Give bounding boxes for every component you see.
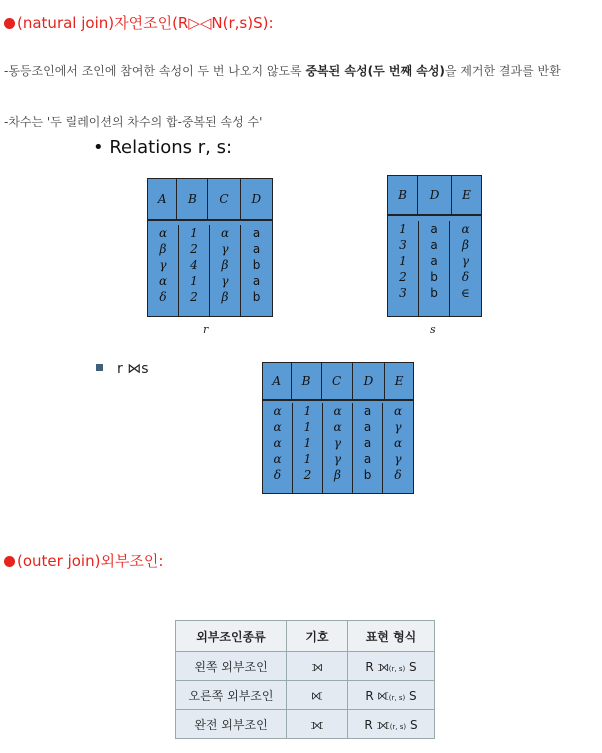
column-header: A [148, 179, 177, 219]
outer-join-heading-text: (outer join)외부조인: [17, 552, 164, 570]
cell: α [273, 452, 282, 466]
expr-sub: (r, s) [389, 723, 407, 731]
cell: α [273, 420, 282, 434]
row-kind: 완전 외부조인 [176, 710, 287, 739]
relation-column [263, 403, 293, 493]
cell: δ [461, 270, 470, 284]
cell: b [430, 270, 438, 284]
left-outer-join-icon: ⟕ [287, 652, 348, 681]
right-outer-join-icon: ⟖ [377, 686, 389, 704]
cell: 1 [190, 226, 198, 240]
relation-r-table [147, 178, 273, 317]
col-expr-header: 표현 형식 [348, 621, 435, 652]
cell: a [363, 420, 372, 434]
cell: ∈ [461, 286, 470, 300]
cell: γ [221, 242, 229, 256]
cell: 1 [399, 222, 407, 236]
desc1-post: 을 제거한 결과를 반환 [444, 64, 561, 78]
cell: a [252, 242, 261, 256]
cell: 1 [303, 452, 312, 466]
expr-pre: R [364, 718, 377, 732]
cell: 4 [190, 258, 198, 272]
cell: 3 [399, 286, 407, 300]
table-row [176, 681, 435, 710]
cell: a [363, 452, 372, 466]
cell: 1 [399, 254, 407, 268]
cell: γ [333, 452, 342, 466]
cell: α [333, 404, 342, 418]
relation-column [210, 225, 241, 316]
cell: α [158, 274, 168, 288]
cell: a [252, 274, 261, 288]
cell: a [430, 222, 438, 236]
relations-bullet: • Relations r, s: [93, 137, 233, 158]
row-kind: 왼쪽 외부조인 [176, 652, 287, 681]
full-outer-join-icon: ⟗ [376, 715, 390, 733]
cell: α [333, 420, 342, 434]
cell: 1 [303, 404, 312, 418]
relation-column [179, 225, 210, 316]
row-kind: 오른쪽 외부조인 [176, 681, 287, 710]
row-expr [348, 652, 435, 681]
desc1-bold: 중복된 속성(두 번째 속성) [305, 64, 445, 78]
cell: δ [159, 290, 167, 304]
relation-column [241, 225, 272, 316]
cell: α [273, 404, 282, 418]
relation-column [450, 221, 481, 316]
expr-sub: (r, s) [388, 665, 406, 673]
col-kind-header: 외부조인종류 [176, 621, 287, 652]
natural-join-desc-1 [4, 62, 561, 79]
relation-column [419, 221, 450, 316]
relation-column [323, 403, 353, 493]
relation-column [353, 403, 383, 493]
cell: β [221, 290, 229, 304]
cell: a [252, 226, 261, 240]
cell: γ [159, 258, 167, 272]
natural-join-heading [4, 12, 274, 33]
column-header: B [177, 179, 208, 219]
cell: 1 [190, 274, 198, 288]
red-dot-icon [4, 556, 15, 567]
cell: b [252, 290, 261, 304]
row-expr [348, 710, 435, 739]
column-header: E [462, 188, 471, 202]
join-bullet [96, 361, 149, 377]
square-bullet-icon [96, 364, 103, 371]
cell: β [334, 468, 341, 482]
cell: b [430, 286, 438, 300]
left-outer-join-icon: ⟕ [377, 657, 389, 675]
natural-join-heading-text: (natural join)자연조인(R▷◁N(r,s)S): [17, 14, 274, 32]
relation-s-label: s [430, 323, 436, 336]
column-header: D [251, 192, 262, 206]
column-header: B [388, 176, 418, 214]
cell: a [430, 238, 438, 252]
col-symbol-header: 기호 [287, 621, 348, 652]
cell: a [363, 404, 372, 418]
column-header: D [352, 363, 384, 399]
cell: β [462, 238, 469, 252]
outer-join-heading [4, 550, 163, 571]
join-bullet-text: r ⋈s [117, 361, 149, 377]
relation-column [383, 403, 413, 493]
relation-column [148, 225, 179, 316]
cell: a [363, 436, 372, 450]
cell: 3 [399, 238, 407, 252]
cell: γ [333, 436, 342, 450]
outer-join-table [175, 620, 435, 739]
cell: a [430, 254, 438, 268]
row-expr [348, 681, 435, 710]
cell: 2 [303, 468, 312, 482]
cell: γ [394, 420, 402, 434]
column-header: B [291, 363, 321, 399]
desc1-pre: -동등조인에서 조인에 참여한 속성이 두 번 나오지 않도록 [4, 64, 306, 78]
natural-join-desc-2: -차수는 '두 릴레이션의 차수의 합-중복된 속성 수' [4, 115, 263, 129]
table-row [176, 652, 435, 681]
cell: β [159, 242, 167, 256]
expr-post: S [405, 689, 417, 703]
cell: γ [221, 274, 229, 288]
relation-r-label: r [203, 323, 209, 336]
column-header: C [321, 363, 352, 399]
cell: 2 [190, 290, 198, 304]
cell: δ [273, 468, 282, 482]
cell: 2 [399, 270, 407, 284]
expr-pre: R [365, 660, 378, 674]
expr-sub: (r, s) [388, 694, 406, 702]
column-header: A [263, 363, 291, 399]
relation-s-table [387, 175, 482, 317]
expr-post: S [406, 718, 418, 732]
red-dot-icon [4, 18, 15, 29]
cell: α [158, 226, 168, 240]
relation-join-table [262, 362, 414, 494]
cell: 2 [190, 242, 198, 256]
cell: 1 [303, 420, 312, 434]
cell: β [221, 258, 229, 272]
outer-join-header-row [176, 621, 435, 652]
cell: α [393, 404, 403, 418]
cell: b [363, 468, 372, 482]
right-outer-join-icon: ⟖ [287, 681, 348, 710]
expr-pre: R [365, 689, 378, 703]
cell: γ [394, 452, 402, 466]
relation-column [293, 403, 323, 493]
cell: α [393, 436, 403, 450]
column-header: D [418, 176, 452, 214]
table-row [176, 710, 435, 739]
cell: b [252, 258, 261, 272]
full-outer-join-icon: ⟗ [287, 710, 348, 739]
cell: α [273, 436, 282, 450]
column-header: E [394, 374, 404, 388]
cell: γ [461, 254, 470, 268]
cell: α [461, 222, 470, 236]
cell: δ [394, 468, 402, 482]
cell: 1 [303, 436, 312, 450]
cell: α [220, 226, 230, 240]
column-header: C [208, 179, 240, 219]
relation-column [388, 221, 419, 316]
expr-post: S [405, 660, 417, 674]
